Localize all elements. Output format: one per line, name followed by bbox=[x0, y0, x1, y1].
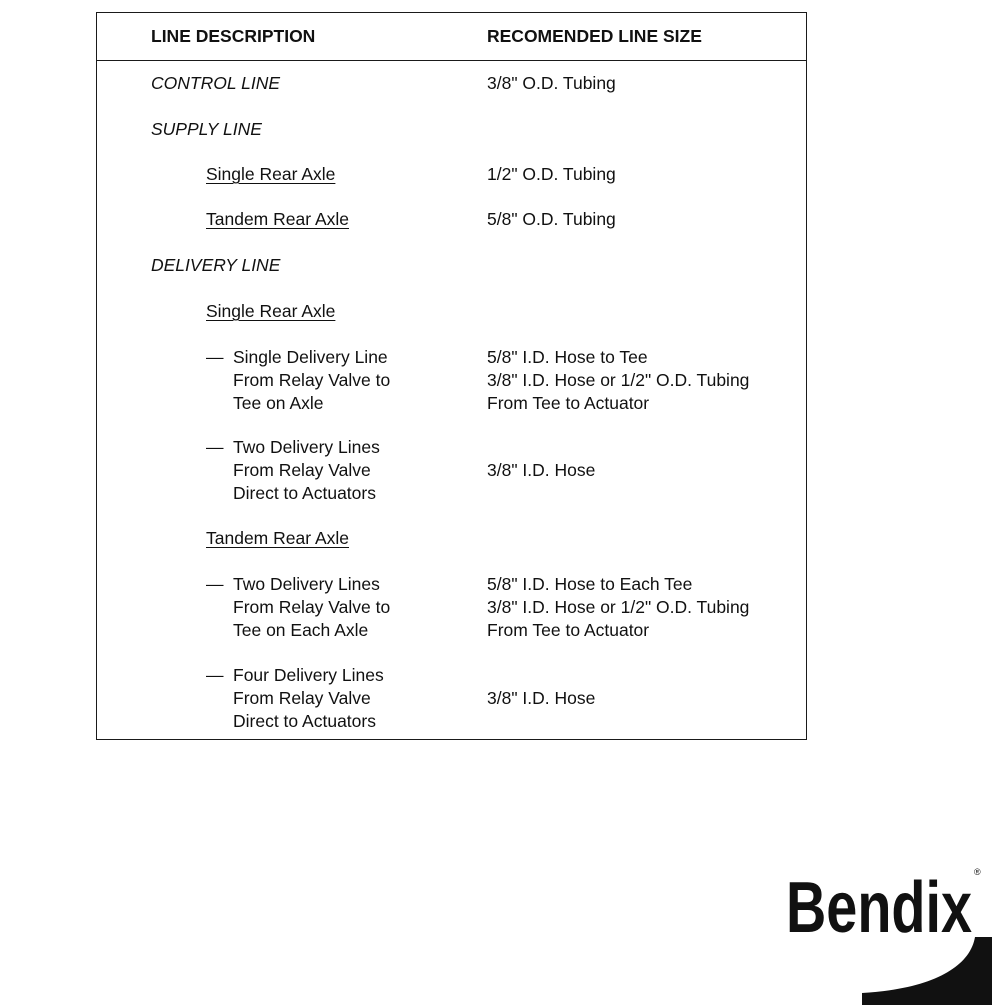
header-recommended-size: RECOMENDED LINE SIZE bbox=[487, 26, 702, 46]
delivery-single-opt2-dash: — bbox=[206, 437, 224, 457]
delivery-single-opt2-size: 3/8" I.D. Hose bbox=[487, 460, 596, 480]
delivery-single-opt2-line2: From Relay Valve bbox=[233, 460, 371, 480]
header-divider bbox=[97, 60, 806, 61]
delivery-tandem-opt2-size: 3/8" I.D. Hose bbox=[487, 688, 596, 708]
supply-line-label: SUPPLY LINE bbox=[151, 119, 262, 139]
delivery-tandem-opt1-size1: 5/8" I.D. Hose to Each Tee bbox=[487, 574, 693, 594]
delivery-tandem-opt1-line1: Two Delivery Lines bbox=[233, 574, 380, 594]
delivery-tandem-opt1-line2: From Relay Valve to bbox=[233, 597, 391, 617]
bendix-logo-text: Bendix bbox=[786, 868, 972, 948]
delivery-single-opt2-line3: Direct to Actuators bbox=[233, 483, 376, 503]
delivery-tandem-opt1-line3: Tee on Each Axle bbox=[233, 620, 369, 640]
control-line-label: CONTROL LINE bbox=[151, 73, 281, 93]
delivery-single-opt1-size2: 3/8" I.D. Hose or 1/2" O.D. Tubing bbox=[487, 370, 750, 390]
delivery-tandem-opt1-size3: From Tee to Actuator bbox=[487, 620, 650, 640]
delivery-tandem-opt2-line2: From Relay Valve bbox=[233, 688, 371, 708]
supply-tandem-axle-size: 5/8" O.D. Tubing bbox=[487, 209, 616, 229]
registered-mark: ® bbox=[974, 867, 981, 877]
delivery-single-opt1-size3: From Tee to Actuator bbox=[487, 393, 650, 413]
delivery-tandem-opt1-size2: 3/8" I.D. Hose or 1/2" O.D. Tubing bbox=[487, 597, 750, 617]
delivery-line-label: DELIVERY LINE bbox=[151, 255, 281, 275]
delivery-tandem-opt2-line3: Direct to Actuators bbox=[233, 711, 376, 731]
delivery-single-opt1-line3: Tee on Axle bbox=[233, 393, 324, 413]
delivery-tandem-axle-label: Tandem Rear Axle bbox=[206, 528, 349, 548]
delivery-single-opt1-line2: From Relay Valve to bbox=[233, 370, 391, 390]
control-line-size: 3/8" O.D. Tubing bbox=[487, 73, 616, 93]
delivery-single-opt1-size1: 5/8" I.D. Hose to Tee bbox=[487, 347, 648, 367]
delivery-single-opt1-line1: Single Delivery Line bbox=[233, 347, 388, 367]
delivery-tandem-opt2-line1: Four Delivery Lines bbox=[233, 665, 384, 685]
delivery-single-opt1-dash: — bbox=[206, 347, 224, 367]
delivery-single-axle-label: Single Rear Axle bbox=[206, 301, 336, 321]
header-line-description: LINE DESCRIPTION bbox=[151, 26, 316, 46]
supply-tandem-axle-label: Tandem Rear Axle bbox=[206, 209, 349, 229]
delivery-single-opt2-line1: Two Delivery Lines bbox=[233, 437, 380, 457]
delivery-tandem-opt2-dash: — bbox=[206, 665, 224, 685]
supply-single-axle-label: Single Rear Axle bbox=[206, 164, 336, 184]
supply-single-axle-size: 1/2" O.D. Tubing bbox=[487, 164, 616, 184]
bendix-logo bbox=[782, 855, 992, 1005]
delivery-tandem-opt1-dash: — bbox=[206, 574, 224, 594]
